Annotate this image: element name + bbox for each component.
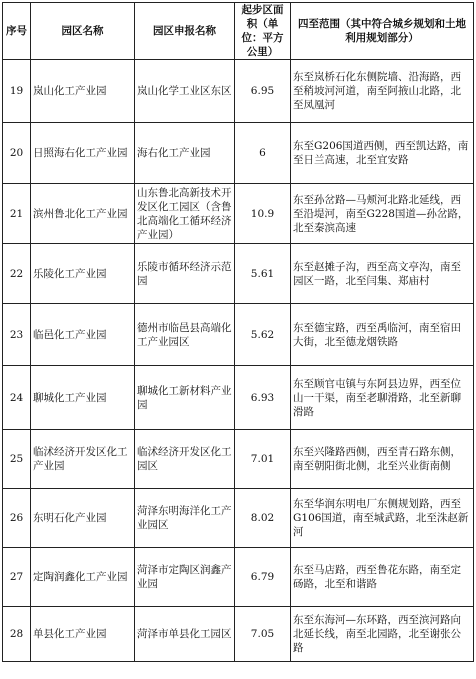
cell-park-name: 岚山化工产业园 bbox=[31, 60, 135, 123]
table-row bbox=[3, 366, 474, 430]
cell-area: 7.01 bbox=[235, 430, 291, 489]
cell-area: 5.61 bbox=[235, 244, 291, 304]
cell-seq: 27 bbox=[3, 548, 31, 607]
cell-park-name: 临邑化工产业园 bbox=[31, 304, 135, 366]
cell-scope: 东至德宝路，西至禹临河，南至宿田大街，北至德龙烟铁路 bbox=[291, 304, 474, 366]
cell-scope: 东至东海河—东环路，西至滨河路向北延长线，南至北园路，北至谢张公路 bbox=[291, 607, 474, 662]
cell-apply-name: 聊城化工新材料产业园 bbox=[135, 366, 235, 430]
header-row bbox=[3, 3, 474, 60]
cell-apply-name: 海右化工产业园 bbox=[135, 123, 235, 184]
cell-scope: 东至华润东明电厂东侧规划路，西至G106国道，南至城武路，北至洙赵新河 bbox=[291, 489, 474, 548]
cell-scope: 东至G206国道西侧，西至凯达路，南至日兰高速，北至宜安路 bbox=[291, 123, 474, 184]
cell-scope: 东至马店路，西至鲁花东路，南至定砀路，北至和谐路 bbox=[291, 548, 474, 607]
table-row bbox=[3, 607, 474, 662]
table-row bbox=[3, 430, 474, 489]
cell-scope: 东至兴隆路西侧，西至青石路东侧，南至朝阳街北侧，北至兴业街南侧 bbox=[291, 430, 474, 489]
cell-apply-name: 岚山化学工业区东区 bbox=[135, 60, 235, 123]
cell-apply-name: 山东鲁北高新技术开发区化工园区（含鲁北高端化工循环经济产业园） bbox=[135, 184, 235, 244]
cell-area: 6.95 bbox=[235, 60, 291, 123]
cell-scope: 东至赵摊子沟，西至高文亭沟，南至园区一路，北至闫集、郑庙村 bbox=[291, 244, 474, 304]
header-apply-name: 园区申报名称 bbox=[135, 3, 235, 60]
header-area: 起步区面积（单位：平方公里） bbox=[235, 3, 291, 60]
header-seq: 序号 bbox=[3, 3, 31, 60]
cell-scope: 东至岚桥石化东侧院墙、沿海路，西至稍坡河河道，南至阿掖山北路，北至凤凰河 bbox=[291, 60, 474, 123]
cell-scope: 东至孙岔路—马颊河北路北延线，西至沿堤河，南至G228国道—孙岔路，北至秦滨高速 bbox=[291, 184, 474, 244]
cell-seq: 28 bbox=[3, 607, 31, 662]
cell-park-name: 临沭经济开发区化工产业园 bbox=[31, 430, 135, 489]
table-row bbox=[3, 489, 474, 548]
cell-area: 8.02 bbox=[235, 489, 291, 548]
cell-park-name: 单县化工产业园 bbox=[31, 607, 135, 662]
cell-area: 7.05 bbox=[235, 607, 291, 662]
cell-seq: 21 bbox=[3, 184, 31, 244]
cell-area: 6.93 bbox=[235, 366, 291, 430]
cell-apply-name: 临沭经济开发区化工园区 bbox=[135, 430, 235, 489]
cell-park-name: 乐陵化工产业园 bbox=[31, 244, 135, 304]
cell-area: 10.9 bbox=[235, 184, 291, 244]
table-row bbox=[3, 184, 474, 244]
cell-seq: 25 bbox=[3, 430, 31, 489]
cell-seq: 26 bbox=[3, 489, 31, 548]
cell-seq: 24 bbox=[3, 366, 31, 430]
header-scope: 四至范围（其中符合城乡规划和土地利用规划部分） bbox=[291, 3, 474, 60]
cell-seq: 19 bbox=[3, 60, 31, 123]
cell-apply-name: 菏泽市定陶区润鑫产业园 bbox=[135, 548, 235, 607]
cell-area: 6 bbox=[235, 123, 291, 184]
cell-scope: 东至顾官屯镇与东阿县边界，西至位山一干渠，南至老聊滑路，北至新聊滑路 bbox=[291, 366, 474, 430]
table-row bbox=[3, 548, 474, 607]
cell-park-name: 东明石化产业园 bbox=[31, 489, 135, 548]
cell-park-name: 定陶润鑫化工产业园 bbox=[31, 548, 135, 607]
cell-seq: 23 bbox=[3, 304, 31, 366]
cell-seq: 22 bbox=[3, 244, 31, 304]
cell-apply-name: 德州市临邑县高端化工产业园区 bbox=[135, 304, 235, 366]
table-row bbox=[3, 60, 474, 123]
cell-apply-name: 菏泽东明海洋化工产业园区 bbox=[135, 489, 235, 548]
table-row bbox=[3, 123, 474, 184]
cell-park-name: 日照海右化工产业园 bbox=[31, 123, 135, 184]
cell-area: 6.79 bbox=[235, 548, 291, 607]
cell-seq: 20 bbox=[3, 123, 31, 184]
header-park-name: 园区名称 bbox=[31, 3, 135, 60]
cell-area: 5.62 bbox=[235, 304, 291, 366]
cell-apply-name: 菏泽市单县化工园区 bbox=[135, 607, 235, 662]
cell-park-name: 滨州鲁北化工产业园 bbox=[31, 184, 135, 244]
cell-park-name: 聊城化工产业园 bbox=[31, 366, 135, 430]
table-row bbox=[3, 244, 474, 304]
park-table bbox=[2, 2, 474, 662]
table-row bbox=[3, 304, 474, 366]
cell-apply-name: 乐陵市循环经济示范园 bbox=[135, 244, 235, 304]
